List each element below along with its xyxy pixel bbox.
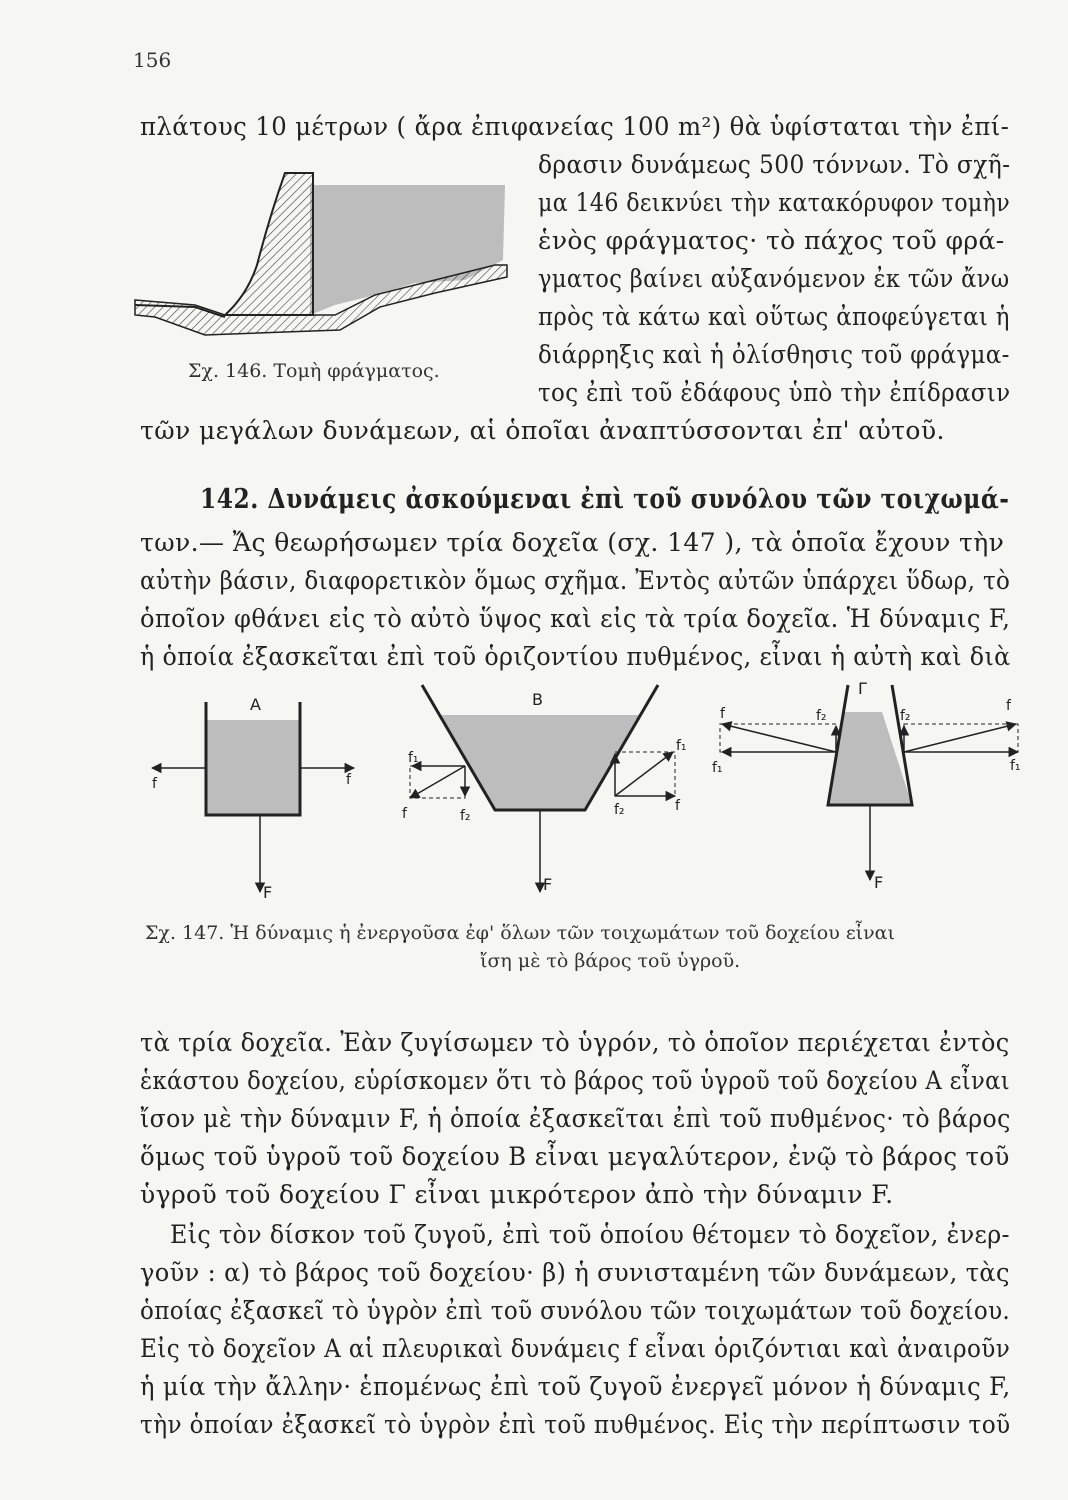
text-line: ὁποίας ἐξασκεῖ τὸ ὑγρὸν ἐπὶ τοῦ συνόλου τῶν τοιχωμάτων τοῦ δοχείου. — [140, 1296, 1011, 1325]
text-line: πλάτους 10 μέτρων ( ἄρα ἐπιφανείας 100 m²) θὰ ὑφίσταται τὴν ἐπί- — [140, 112, 1010, 141]
text-line: ἑκάστου δοχείου, εὑρίσκομεν ὅτι τὸ βάρος τοῦ ὑγροῦ τοῦ δοχείου A εἶναι — [140, 1066, 1011, 1095]
force-arrow — [722, 724, 836, 752]
label-f2: f₂ — [614, 802, 625, 818]
page-number: 156 — [133, 48, 172, 72]
figure-147-caption-cont: ἴση μὲ τὸ βάρος τοῦ ὑγροῦ. — [480, 950, 741, 972]
text-line: των.— Ἄς θεωρήσωμεν τρία δοχεῖα (σχ. 147 ), τὰ ὁποῖα ἔχουν τὴν — [140, 528, 1005, 557]
label-f: f — [402, 806, 407, 822]
force-arrow — [410, 766, 465, 798]
text-line: τὴν ὁποίαν ἐξασκεῖ τὸ ὑγρὸν ἐπὶ τοῦ πυθμένος. Εἰς τὴν περίπτωσιν τοῦ — [140, 1410, 1011, 1439]
text-line: τῶν μεγάλων δυνάμεων, αἱ ὁποῖαι ἀναπτύσσονται ἐπ' αὐτοῦ. — [140, 416, 945, 445]
figure-146-dam-section — [135, 165, 525, 355]
figure-146-caption: Σχ. 146. Τομὴ φράγματος. — [188, 360, 440, 382]
text-line: αὐτὴν βάσιν, διαφορετικὸν ὅμως σχῆμα. Ἐντὸς αὐτῶν ὑπάρχει ὕδωρ, τὸ — [140, 566, 1011, 595]
label-f2: f₂ — [460, 808, 471, 824]
label-b: B — [532, 690, 543, 709]
text-line: τος ἐπὶ τοῦ ἐδάφους ὑπὸ τὴν ἐπίδρασιν — [538, 378, 1011, 407]
section-heading: 142. Δυνάμεις ἀσκούμεναι ἐπὶ τοῦ συνόλου τῶν τοιχωμά- — [200, 484, 1010, 515]
text-line: γματος βαίνει αὐξανόμενον ἐκ τῶν ἄνω — [538, 264, 1010, 293]
text-line: δρασιν δυνάμεως 500 τόννων. Τὸ σχῆ- — [538, 150, 1011, 179]
text-line: ἴσον μὲ τὴν δύναμιν F, ἡ ὁποία ἐξασκεῖται ἐπὶ τοῦ πυθμένος· τὸ βάρος — [140, 1104, 1011, 1133]
text-line: Εἰς τὸ δοχεῖον A αἱ πλευρικαὶ δυνάμεις f εἶναι ὁριζόντιαι καὶ ἀναιροῦν — [140, 1334, 1011, 1363]
text-line: ὁποῖον φθάνει εἰς τὸ αὐτὸ ὕψος καὶ εἰς τὰ τρία δοχεῖα. Ἡ δύναμις F, — [140, 604, 1011, 633]
label-F: F — [543, 875, 553, 894]
text-line: Εἰς τὸν δίσκον τοῦ ζυγοῦ, ἐπὶ τοῦ ὁποίου θέτομεν τὸ δοχεῖον, ἐνερ- — [170, 1220, 1010, 1249]
label-F: F — [263, 883, 273, 902]
figure-147-caption: Σχ. 147. Ἡ δύναμις ἡ ἐνεργοῦσα ἐφ' ὅλων τῶν τοιχωμάτων τοῦ δοχείου εἶναι — [145, 922, 895, 944]
text-line: ἑνὸς φράγματος· τὸ πάχος τοῦ φρά- — [538, 226, 1005, 255]
label-f1: f₁ — [1010, 758, 1021, 774]
force-arrow — [615, 752, 673, 796]
label-g: Γ — [858, 679, 867, 698]
label-f: f — [152, 776, 157, 792]
text-line: ὅμως τοῦ ὑγροῦ τοῦ δοχείου B εἶναι μεγαλύτερον, ἐνῷ τὸ βάρος τοῦ — [140, 1142, 1010, 1171]
dam-wall — [225, 173, 313, 315]
text-line: πρὸς τὰ κάτω καὶ οὕτως ἀποφεύγεται ἡ — [538, 302, 1010, 331]
text-line: ἡ ὁποία ἐξασκεῖται ἐπὶ τοῦ ὁριζοντίου πυθμένος, εἶναι ἡ αὐτὴ καὶ διὰ — [140, 642, 1011, 671]
text-line: ὑγροῦ τοῦ δοχείου Γ εἶναι μικρότερον ἀπὸ τὴν δύναμιν F. — [140, 1180, 894, 1209]
label-f2: f₂ — [816, 708, 827, 724]
force-arrow — [904, 724, 1016, 752]
vessel-b — [402, 685, 687, 894]
text-line: τὰ τρία δοχεῖα. Ἐὰν ζυγίσωμεν τὸ ὑγρόν, τὸ ὁποῖον περιέχεται ἐντὸς — [140, 1028, 1010, 1057]
vessel-g — [712, 679, 1021, 892]
label-f1: f₁ — [408, 750, 419, 766]
label-f: f — [675, 798, 680, 814]
label-f1: f₁ — [676, 738, 687, 754]
text-line: γοῦν : α) τὸ βάρος τοῦ δοχείου· β) ἡ συνισταμένη τῶν δυνάμεων, τὰς — [140, 1258, 1010, 1287]
text-line: μα 146 δεικνύει τὴν κατακόρυφον τομὴν — [538, 188, 1011, 217]
label-f: f — [720, 706, 725, 722]
label-a: A — [250, 695, 261, 714]
label-f: f — [1006, 698, 1011, 714]
text-line: διάρρηξις καὶ ἡ ὀλίσθησις τοῦ φράγμα- — [538, 340, 1010, 369]
label-f2: f₂ — [900, 708, 911, 724]
text-line: ἡ μία τὴν ἄλλην· ἑπομένως ἐπὶ τοῦ ζυγοῦ ἐνεργεῖ μόνον ἡ δύναμις F, — [140, 1372, 1011, 1401]
label-F: F — [874, 873, 884, 892]
label-f1: f₁ — [712, 760, 723, 776]
label-f: f — [346, 772, 351, 788]
figure-147-vessels — [140, 679, 1021, 905]
vessel-a — [152, 695, 354, 902]
